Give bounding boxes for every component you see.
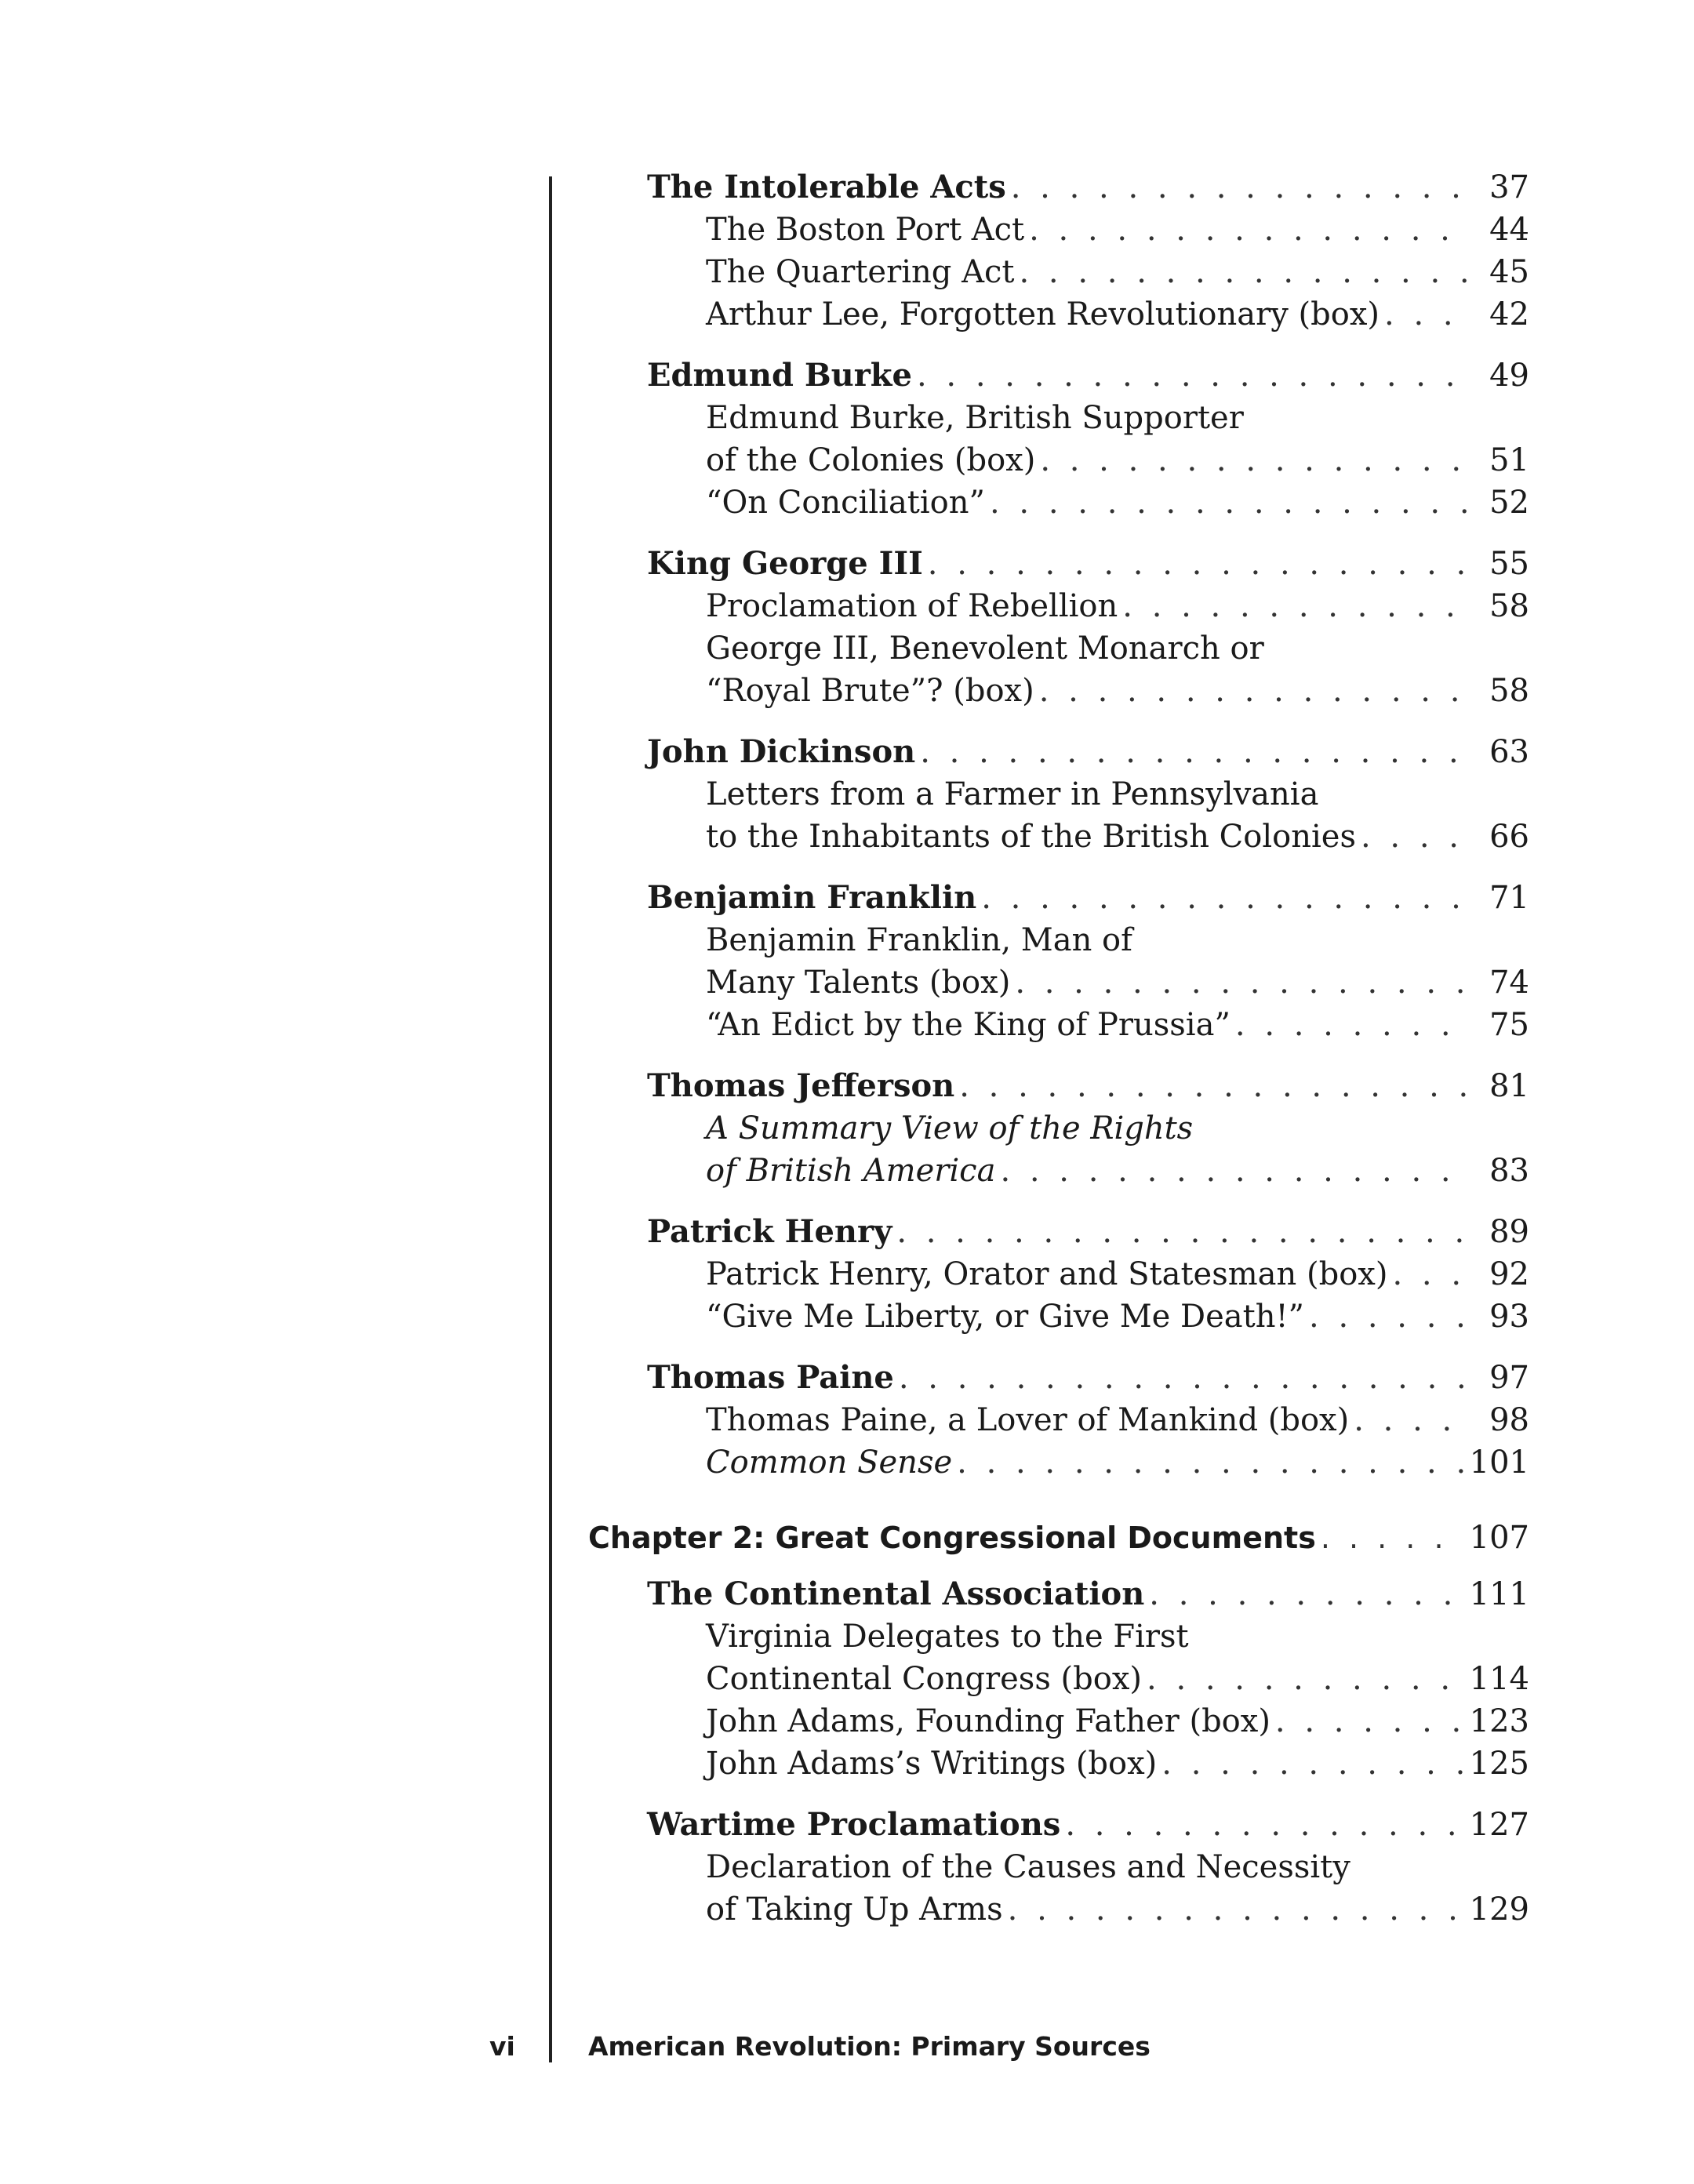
entry-title: Declaration of the Causes and Necessity xyxy=(706,1849,1350,1885)
toc-section-heading[interactable] xyxy=(588,543,1529,585)
entry-title: Many Talents (box) xyxy=(706,965,1011,1001)
toc-section-heading[interactable] xyxy=(588,877,1529,919)
toc-entry-line[interactable] xyxy=(588,1004,1529,1046)
toc-entry-line[interactable] xyxy=(588,293,1529,336)
entry-title: John Adams’s Writings (box) xyxy=(706,1746,1158,1782)
page-number: 74 xyxy=(1489,965,1529,1001)
toc-section xyxy=(588,731,1529,858)
toc-entry-line[interactable] xyxy=(588,1700,1529,1742)
chapter-heading[interactable] xyxy=(588,1517,1529,1559)
entry-title: “Give Me Liberty, or Give Me Death!” xyxy=(706,1299,1305,1335)
chapter-page-number: 107 xyxy=(1469,1520,1529,1556)
toc-section-heading[interactable] xyxy=(588,1211,1529,1253)
entry-title: of Taking Up Arms xyxy=(706,1891,1003,1928)
page-number: 37 xyxy=(1489,169,1529,205)
dot-leader xyxy=(1029,209,1468,251)
dot-leader xyxy=(1309,1296,1468,1338)
entry-title: Virginia Delegates to the First xyxy=(706,1619,1189,1655)
page-number: 125 xyxy=(1469,1746,1529,1782)
dot-leader xyxy=(981,877,1468,919)
toc-section xyxy=(588,1357,1529,1484)
entry-title: Arthur Lee, Forgotten Revolutionary (box) xyxy=(706,296,1380,333)
page-number: 63 xyxy=(1489,734,1529,770)
dot-leader xyxy=(959,1065,1468,1107)
toc-entry-line xyxy=(588,773,1529,816)
dot-leader xyxy=(1354,1399,1468,1441)
page-number: 44 xyxy=(1489,212,1529,248)
section-title: Wartime Proclamations xyxy=(647,1806,1061,1843)
entry-title: “An Edict by the King of Prussia” xyxy=(706,1007,1231,1043)
running-title: American Revolution: Primary Sources xyxy=(588,2031,1151,2062)
dot-leader xyxy=(1149,1573,1464,1615)
entry-title: Benjamin Franklin, Man of xyxy=(706,922,1132,958)
toc-entry-line xyxy=(588,627,1529,670)
toc-chapter-sections-group xyxy=(588,1573,1529,1931)
dot-leader xyxy=(928,543,1468,585)
page-number: 83 xyxy=(1489,1153,1529,1189)
page-number: 114 xyxy=(1469,1661,1529,1697)
chapter-title: Chapter 2: Great Congressional Documents xyxy=(588,1521,1316,1555)
toc-entry-line[interactable] xyxy=(588,1888,1529,1931)
toc-section xyxy=(588,1804,1529,1931)
page-number: 129 xyxy=(1469,1891,1529,1928)
dot-leader xyxy=(1392,1253,1468,1296)
entry-title: The Boston Port Act xyxy=(706,212,1025,248)
toc-entry-line[interactable] xyxy=(588,1658,1529,1700)
entry-title: Proclamation of Rebellion xyxy=(706,588,1118,624)
page-number: 49 xyxy=(1489,358,1529,394)
entry-title: The Quartering Act xyxy=(706,254,1015,290)
page-number: 93 xyxy=(1489,1299,1529,1335)
dot-leader xyxy=(1321,1517,1465,1559)
entry-title: Letters from a Farmer in Pennsylvania xyxy=(706,776,1319,812)
entry-title: George III, Benevolent Monarch or xyxy=(706,630,1264,667)
toc-section-heading[interactable] xyxy=(588,731,1529,773)
section-title: Benjamin Franklin xyxy=(647,879,977,916)
page-number: 51 xyxy=(1489,442,1529,478)
page-number: 89 xyxy=(1489,1214,1529,1250)
page-number: 127 xyxy=(1469,1807,1529,1843)
entry-title: of British America xyxy=(706,1153,996,1189)
page-number: 42 xyxy=(1489,296,1529,333)
dot-leader xyxy=(1275,1700,1465,1742)
page-number: 81 xyxy=(1489,1068,1529,1104)
page-number: 75 xyxy=(1489,1007,1529,1043)
section-title: The Continental Association xyxy=(647,1575,1145,1612)
section-title: The Intolerable Acts xyxy=(647,169,1006,205)
toc-entry-line[interactable] xyxy=(588,1296,1529,1338)
dot-leader xyxy=(990,481,1468,524)
toc-entry-line[interactable] xyxy=(588,251,1529,293)
toc-section xyxy=(588,543,1529,712)
entry-title: “Royal Brute”? (box) xyxy=(706,673,1034,709)
section-title: Thomas Jefferson xyxy=(647,1067,955,1104)
toc-section-heading[interactable] xyxy=(588,1357,1529,1399)
dot-leader xyxy=(1015,961,1468,1004)
dot-leader xyxy=(957,1441,1465,1484)
dot-leader xyxy=(1065,1804,1464,1846)
section-title: Thomas Paine xyxy=(647,1359,894,1396)
dot-leader xyxy=(1040,439,1468,481)
dot-leader xyxy=(1000,1150,1468,1192)
toc-entry-line[interactable] xyxy=(588,670,1529,712)
entry-title: Patrick Henry, Orator and Statesman (box) xyxy=(706,1256,1388,1292)
entry-title: of the Colonies (box) xyxy=(706,442,1036,478)
entry-title: Edmund Burke, British Supporter xyxy=(706,400,1244,436)
section-title: Edmund Burke xyxy=(647,357,912,394)
dot-leader xyxy=(1384,293,1468,336)
toc-entry-line xyxy=(588,1846,1529,1888)
page-number: 111 xyxy=(1469,1576,1529,1612)
section-title: John Dickinson xyxy=(647,733,916,770)
page-number: 52 xyxy=(1489,485,1529,521)
toc-entry-line xyxy=(588,1107,1529,1150)
dot-leader xyxy=(920,731,1468,773)
page-number: 92 xyxy=(1489,1256,1529,1292)
page-folio: vi xyxy=(489,2031,515,2062)
toc-entry-line[interactable] xyxy=(588,1399,1529,1441)
dot-leader xyxy=(1039,670,1468,712)
toc-section xyxy=(588,877,1529,1046)
dot-leader xyxy=(1019,251,1468,293)
section-title: King George III xyxy=(647,545,923,582)
table-of-contents xyxy=(588,166,1529,1950)
page-number: 123 xyxy=(1469,1703,1529,1739)
toc-entry-line[interactable] xyxy=(588,585,1529,627)
page-number: 45 xyxy=(1489,254,1529,290)
page-number: 58 xyxy=(1489,673,1529,709)
toc-section-heading[interactable] xyxy=(588,354,1529,397)
page-number: 66 xyxy=(1489,819,1529,855)
dot-leader xyxy=(1161,1742,1464,1785)
toc-entry-line xyxy=(588,1615,1529,1658)
toc-section xyxy=(588,166,1529,336)
toc-section xyxy=(588,1211,1529,1338)
toc-entry-line[interactable] xyxy=(588,816,1529,858)
toc-entry-line[interactable] xyxy=(588,209,1529,251)
toc-entry-line[interactable] xyxy=(588,1150,1529,1192)
toc-entry-line[interactable] xyxy=(588,961,1529,1004)
dot-leader xyxy=(1361,816,1468,858)
toc-section-heading[interactable] xyxy=(588,166,1529,209)
dot-leader xyxy=(1011,166,1468,209)
page-number: 58 xyxy=(1489,588,1529,624)
vertical-rule xyxy=(549,176,552,2062)
toc-entry-line[interactable] xyxy=(588,1253,1529,1296)
toc-entry-line[interactable] xyxy=(588,481,1529,524)
dot-leader xyxy=(917,354,1468,397)
dot-leader xyxy=(1122,585,1468,627)
entry-title: “On Conciliation” xyxy=(706,485,985,521)
toc-sections-group xyxy=(588,166,1529,1484)
dot-leader xyxy=(1235,1004,1468,1046)
page-number: 55 xyxy=(1489,546,1529,582)
toc-section xyxy=(588,1573,1529,1785)
section-title: Patrick Henry xyxy=(647,1213,892,1250)
toc-entry-line[interactable] xyxy=(588,439,1529,481)
page-number: 101 xyxy=(1469,1444,1529,1481)
toc-section xyxy=(588,354,1529,524)
entry-title: Thomas Paine, a Lover of Mankind (box) xyxy=(706,1402,1350,1438)
entry-title: A Summary View of the Rights xyxy=(706,1110,1194,1147)
dot-leader xyxy=(899,1357,1468,1399)
dot-leader xyxy=(896,1211,1468,1253)
toc-entry-line[interactable] xyxy=(588,1742,1529,1785)
entry-title: Common Sense xyxy=(706,1444,953,1481)
entry-title: Continental Congress (box) xyxy=(706,1661,1143,1697)
toc-section xyxy=(588,1065,1529,1192)
dot-leader xyxy=(1147,1658,1465,1700)
entry-title: John Adams, Founding Father (box) xyxy=(706,1703,1270,1739)
page-number: 97 xyxy=(1489,1360,1529,1396)
toc-entry-line xyxy=(588,919,1529,961)
page-number: 71 xyxy=(1489,880,1529,916)
toc-section-heading[interactable] xyxy=(588,1573,1529,1615)
entry-title: to the Inhabitants of the British Colonies xyxy=(706,819,1356,855)
dot-leader xyxy=(1008,1888,1465,1931)
toc-entry-line[interactable] xyxy=(588,1441,1529,1484)
toc-entry-line xyxy=(588,397,1529,439)
toc-section-heading[interactable] xyxy=(588,1065,1529,1107)
page-number: 98 xyxy=(1489,1402,1529,1438)
toc-section-heading[interactable] xyxy=(588,1804,1529,1846)
